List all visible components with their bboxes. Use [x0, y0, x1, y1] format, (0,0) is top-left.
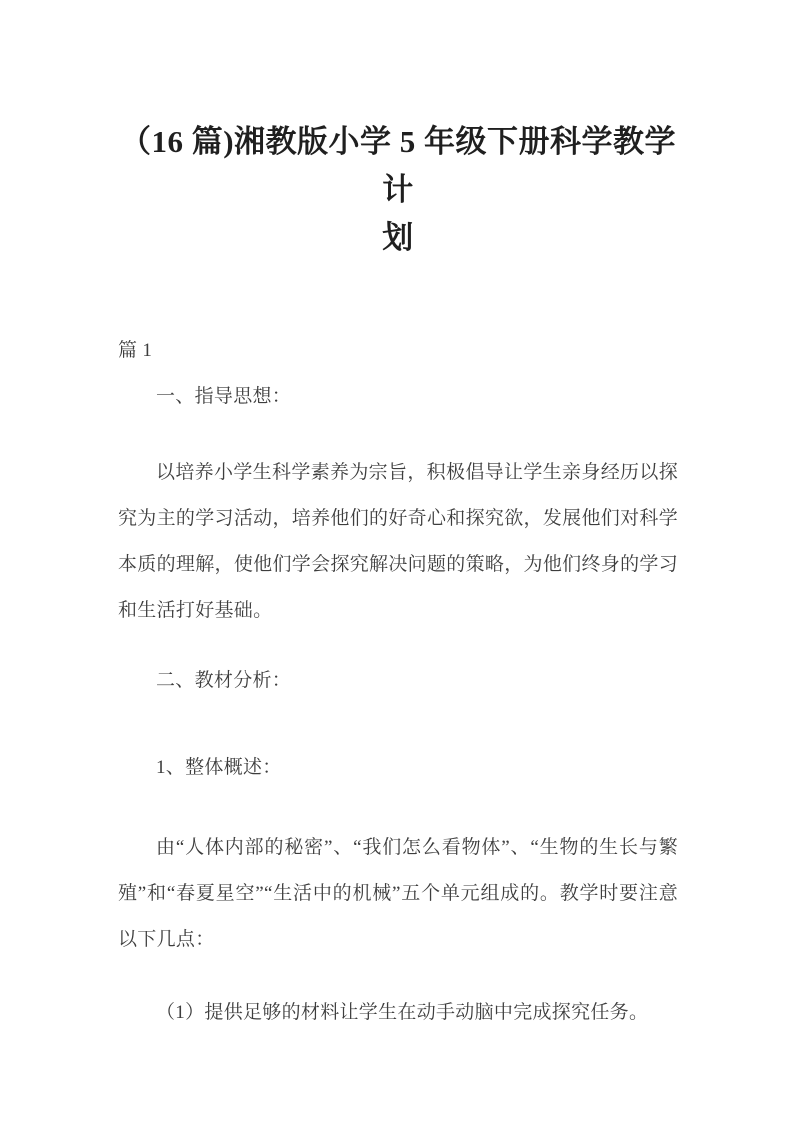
- document-content: [0, 118, 793, 1036]
- heading-guiding-ideology: 一、指导思想：: [156, 386, 292, 407]
- section-label: 篇 1: [118, 340, 153, 361]
- heading-textbook-analysis: 二、教材分析：: [156, 670, 292, 691]
- paragraph-guiding-ideology: 以培养小学生科学素养为宗旨，积极倡导让学生亲身经历以探究为主的学习活动，培养他们的好奇心和探究欲，发展他们对科学本质的理解，使他们学会探究解决问题的策略，为他们终身的学习和生活打好基础。: [118, 462, 678, 621]
- paragraph-units-overview: 由“人体内部的秘密”、“我们怎么看物体”、“生物的生长与繁殖”和“春夏星空”“生活中的机械”五个单元组成的。教学时要注意以下几点：: [118, 837, 678, 950]
- paragraph-point-1: （1）提供足够的材料让学生在动手动脑中完成探究任务。: [156, 1002, 649, 1023]
- subheading-overall-overview: 1、整体概述：: [156, 757, 282, 778]
- document-title-line2: 划: [382, 220, 414, 255]
- document-title: [118, 118, 678, 262]
- document-title-line1: （16 篇)湘教版小学 5 年级下册科学教学计: [119, 124, 677, 207]
